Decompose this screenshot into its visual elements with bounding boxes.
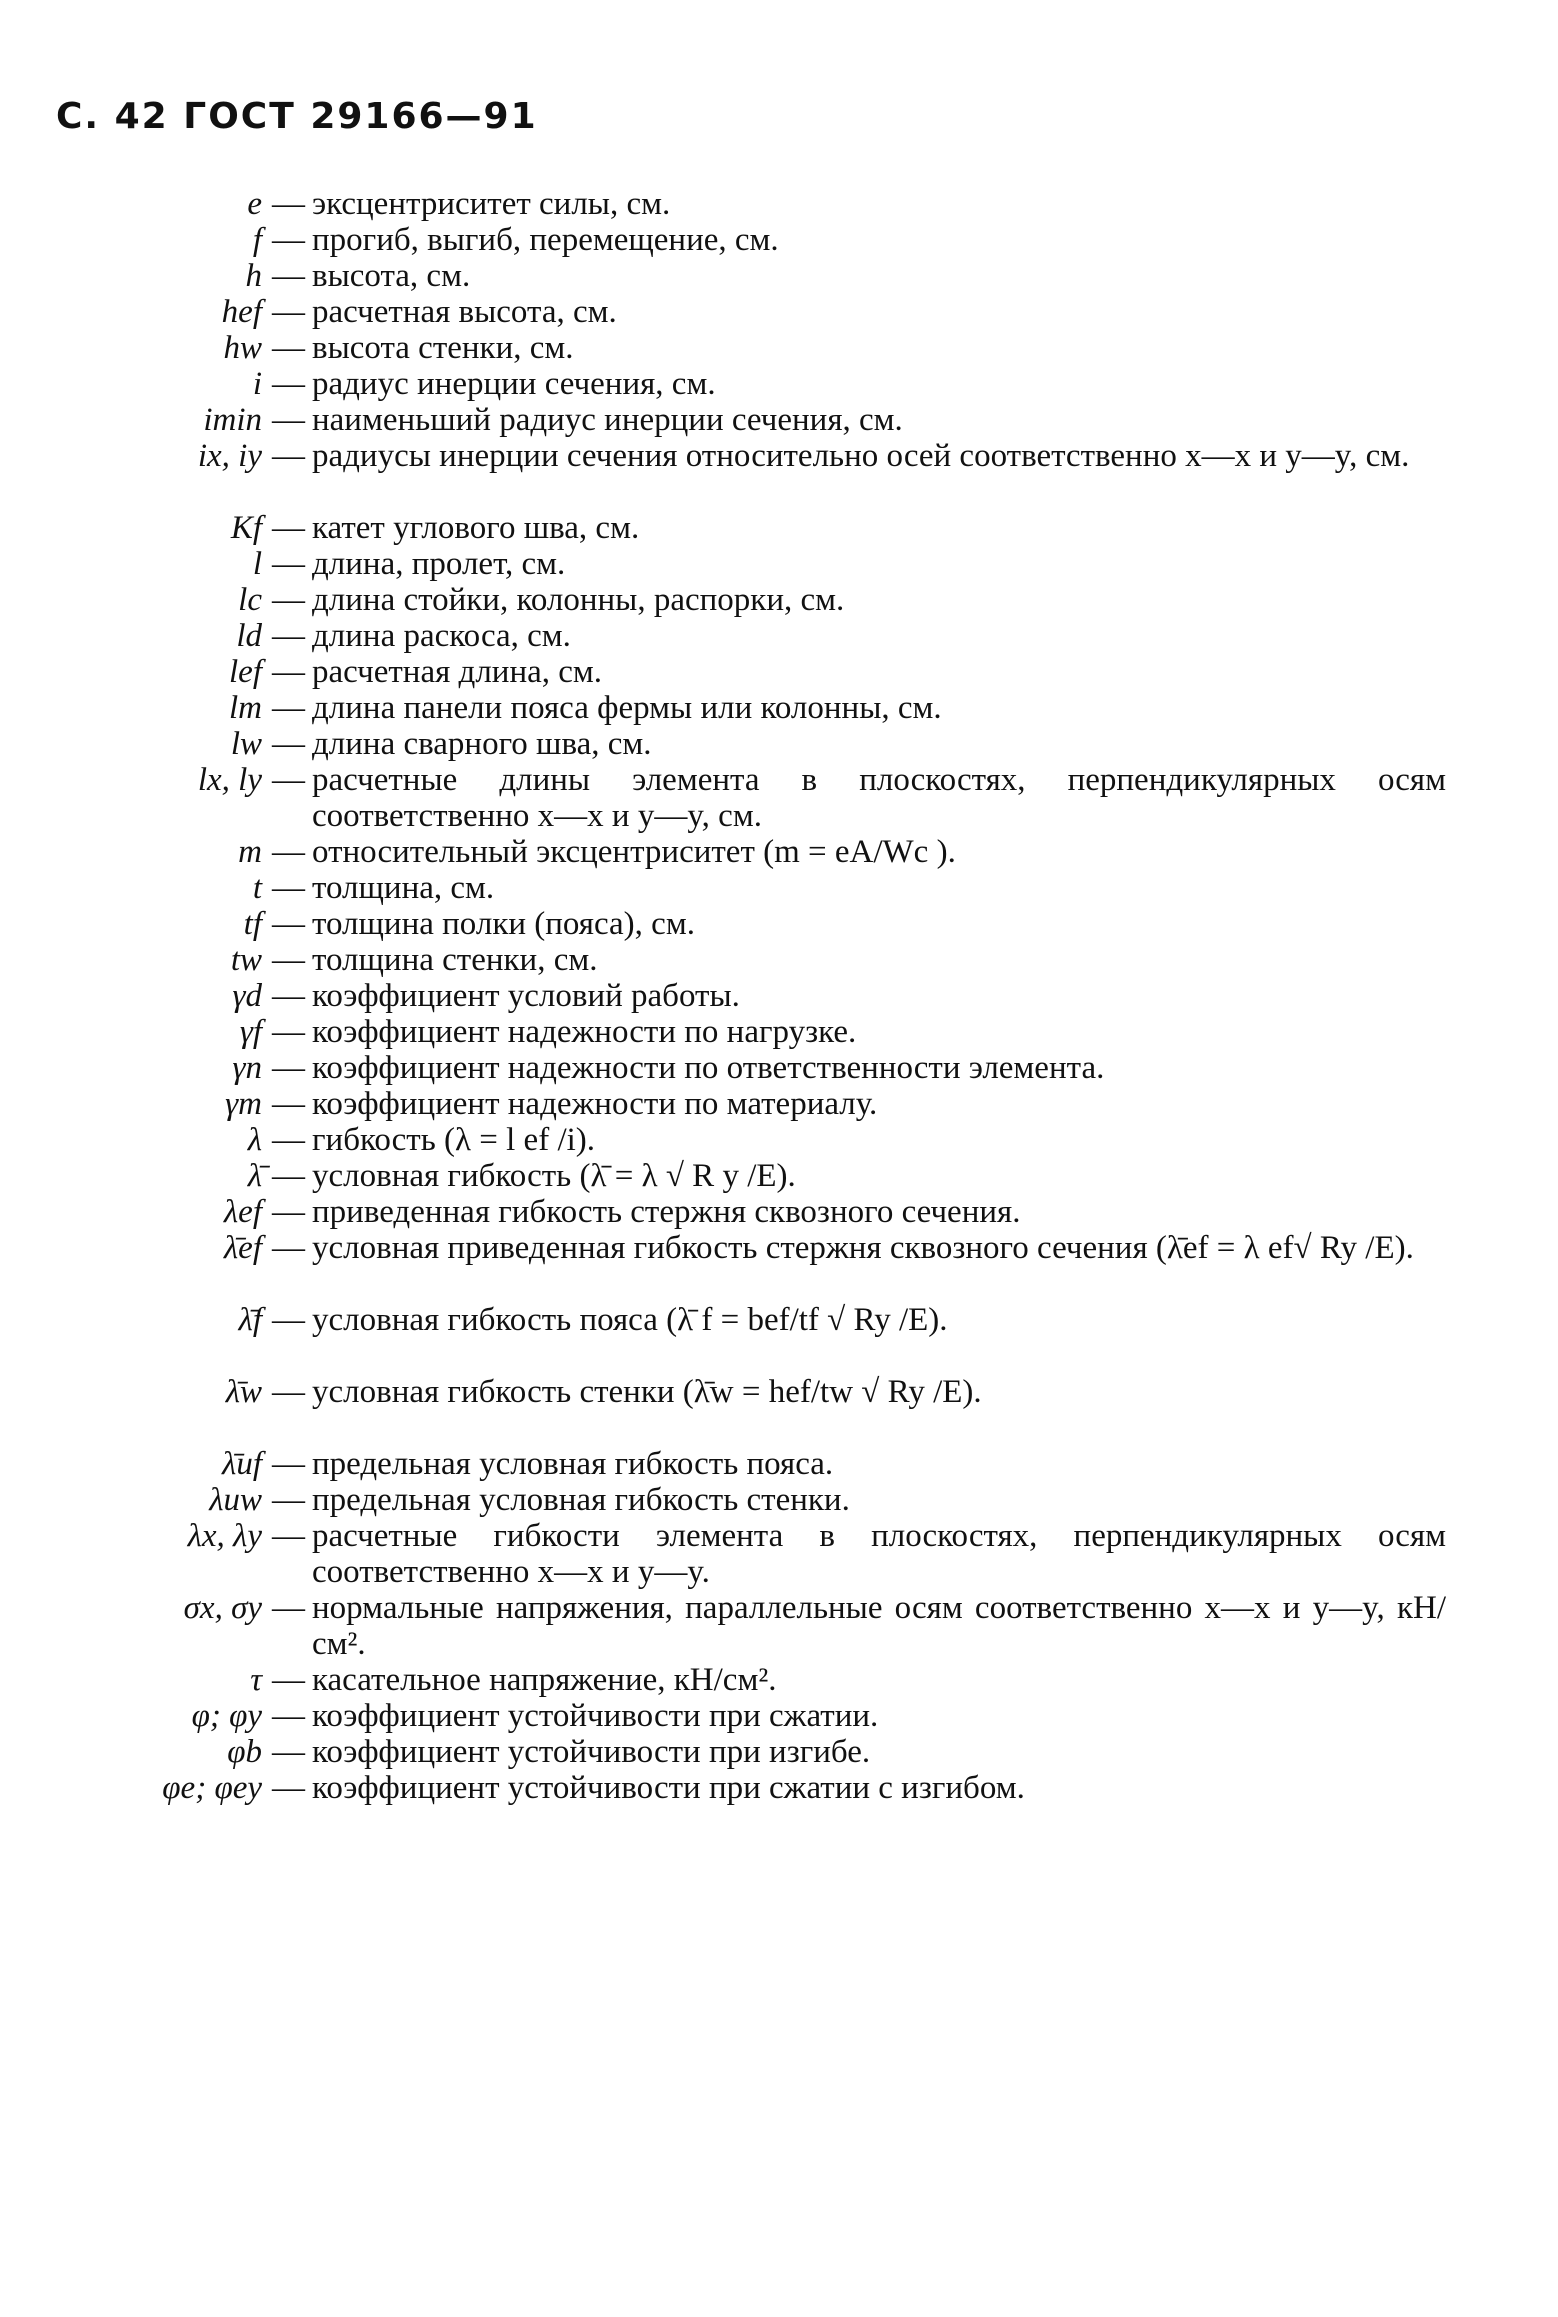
list-item: λ̄ — условная гибкость (λ̄ = λ √ R y /E). — [0, 1158, 1558, 1194]
list-item: i — радиус инерции сечения, см. — [0, 366, 1558, 402]
symbol: λ — [247, 1122, 262, 1158]
list-item: m — относительный эксцентриситет (m = eA/Wc ). — [0, 834, 1558, 870]
symbol: γm — [225, 1086, 262, 1122]
symbol: e — [247, 186, 262, 222]
list-item: hef — расчетная высота, см. — [0, 294, 1558, 330]
definition: расчетные длины элемента в плоскостях, перпендикулярных осям соответственно x—x и y—y, см. — [312, 762, 1446, 834]
symbol: Kf — [230, 510, 262, 546]
definition: расчетная высота, см. — [312, 294, 617, 330]
symbol: tw — [230, 942, 262, 978]
symbol: λ̄ef — [223, 1230, 262, 1266]
list-item: σx, σy — нормальные напряжения, параллельные осям соответственно x—x и y—y, кН/см². — [183, 1590, 1446, 1662]
list-item: γd — коэффициент условий работы. — [0, 978, 1558, 1014]
symbol: lw — [230, 726, 262, 762]
list-item: λuw — предельная условная гибкость стенки. — [0, 1482, 1558, 1518]
definition: толщина полки (пояса), см. — [312, 906, 695, 942]
list-item: f — прогиб, выгиб, перемещение, см. — [0, 222, 1558, 258]
definition: длина сварного шва, см. — [312, 726, 652, 762]
definition: гибкость (λ = l ef /i). — [312, 1122, 596, 1158]
page-header: С. 42 ГОСТ 29166—91 — [56, 96, 538, 137]
list-item: φ; φy — коэффициент устойчивости при сжатии. — [0, 1698, 1558, 1734]
list-item: imin — наименьший радиус инерции сечения, см. — [0, 402, 1558, 438]
definition: относительный эксцентриситет (m = eA/Wc ). — [312, 834, 956, 870]
symbol: t — [252, 870, 262, 906]
definition: коэффициент устойчивости при изгибе. — [312, 1734, 871, 1770]
definition: коэффициент надежности по материалу. — [312, 1086, 878, 1122]
list-item: lx, ly — расчетные длины элемента в плоскостях, перпендикулярных осям соответственно x—x и y—y, см. — [197, 762, 1446, 834]
list-item: ix, iy — радиусы инерции сечения относительно осей соответственно x—x и y—y, см. — [0, 438, 1558, 510]
list-item: lef — расчетная длина, см. — [0, 654, 1558, 690]
symbol: σx, σy — [183, 1590, 262, 1626]
list-item: λef — приведенная гибкость стержня сквозного сечения. — [0, 1194, 1558, 1230]
symbol: ld — [236, 618, 262, 654]
list-item: l — длина, пролет, см. — [0, 546, 1558, 582]
list-item: γf — коэффициент надежности по нагрузке. — [0, 1014, 1558, 1050]
symbol: ix, iy — [197, 438, 262, 474]
symbol: hef — [221, 294, 262, 330]
list-item: τ — касательное напряжение, кН/см². — [0, 1662, 1558, 1698]
list-item: λ̄ef — условная приведенная гибкость стержня сквозного сечения (λ̄ef = λ ef√ Ry /E). — [0, 1230, 1558, 1302]
symbol: λuw — [209, 1482, 262, 1518]
symbol: φ; φy — [191, 1698, 262, 1734]
list-item: lw — длина сварного шва, см. — [0, 726, 1558, 762]
symbol-list — [0, 186, 1558, 1806]
symbol: tf — [243, 906, 262, 942]
symbol: hw — [223, 330, 262, 366]
definition: толщина, см. — [312, 870, 495, 906]
list-item: ld — длина раскоса, см. — [0, 618, 1558, 654]
list-item: γn — коэффициент надежности по ответственности элемента. — [0, 1050, 1558, 1086]
list-item: hw — высота стенки, см. — [0, 330, 1558, 366]
symbol: i — [252, 366, 262, 402]
list-item: lm — длина панели пояса фермы или колонны, см. — [0, 690, 1558, 726]
definition: катет углового шва, см. — [312, 510, 640, 546]
list-item: Kf — катет углового шва, см. — [0, 510, 1558, 546]
symbol: γd — [232, 978, 262, 1014]
definition: наименьший радиус инерции сечения, см. — [312, 402, 903, 438]
symbol: f — [252, 222, 262, 258]
definition: коэффициент устойчивости при сжатии. — [312, 1698, 879, 1734]
definition: радиус инерции сечения, см. — [312, 366, 716, 402]
definition: длина, пролет, см. — [312, 546, 566, 582]
definition: коэффициент надежности по нагрузке. — [312, 1014, 857, 1050]
symbol: τ — [250, 1662, 262, 1698]
list-item: λx, λy — расчетные гибкости элемента в плоскостях, перпендикулярных осям соответственно x—x и y—y. — [187, 1518, 1446, 1590]
list-item: γm — коэффициент надежности по материалу. — [0, 1086, 1558, 1122]
list-item: λ̄f — условная гибкость пояса (λ̄ f = bef/tf √ Ry /E). — [0, 1302, 1558, 1374]
symbol: lef — [229, 654, 262, 690]
list-item: e — эксцентриситет силы, см. — [0, 186, 1558, 222]
symbol: φe; φey — [162, 1770, 262, 1806]
definition: толщина стенки, см. — [312, 942, 598, 978]
list-item: φb — коэффициент устойчивости при изгибе. — [0, 1734, 1558, 1770]
list-item: t — толщина, см. — [0, 870, 1558, 906]
list-item: tf — толщина полки (пояса), см. — [0, 906, 1558, 942]
definition: длина стойки, колонны, распорки, см. — [312, 582, 845, 618]
definition: расчетная длина, см. — [312, 654, 603, 690]
symbol: lm — [229, 690, 262, 726]
symbol: m — [238, 834, 262, 870]
symbol: γf — [239, 1014, 262, 1050]
definition: высота стенки, см. — [312, 330, 574, 366]
list-item: φe; φey — коэффициент устойчивости при сжатии с изгибом. — [0, 1770, 1558, 1806]
symbol: h — [245, 258, 262, 294]
symbol: λ̄f — [238, 1302, 262, 1338]
definition: коэффициент надежности по ответственности элемента. — [312, 1050, 1105, 1086]
definition: условная гибкость (λ̄ = λ √ R y /E). — [312, 1158, 796, 1194]
definition: прогиб, выгиб, перемещение, см. — [312, 222, 779, 258]
symbol: l — [252, 546, 262, 582]
definition: предельная условная гибкость пояса. — [312, 1446, 834, 1482]
definition: коэффициент устойчивости при сжатии с изгибом. — [312, 1770, 1025, 1806]
definition: условная гибкость стенки (λ̄w = hef/tw √ Ry /E). — [312, 1374, 982, 1410]
symbol: λ̄ — [247, 1158, 262, 1194]
definition: условная приведенная гибкость стержня сквозного сечения (λ̄ef = λ ef√ Ry /E). — [312, 1230, 1414, 1266]
symbol: γn — [232, 1050, 262, 1086]
symbol: λ̄uf — [222, 1446, 262, 1482]
definition: коэффициент условий работы. — [312, 978, 740, 1014]
symbol: λx, λy — [187, 1518, 262, 1554]
definition: эксцентриситет силы, см. — [312, 186, 671, 222]
symbol: φb — [227, 1734, 262, 1770]
definition: условная гибкость пояса (λ̄ f = bef/tf √ Ry /E). — [312, 1302, 948, 1338]
list-item: tw — толщина стенки, см. — [0, 942, 1558, 978]
list-item: lc — длина стойки, колонны, распорки, см. — [0, 582, 1558, 618]
definition: длина панели пояса фермы или колонны, см. — [312, 690, 942, 726]
list-item: λ̄uf — предельная условная гибкость пояса. — [0, 1446, 1558, 1482]
definition: нормальные напряжения, параллельные осям соответственно x—x и y—y, кН/см². — [312, 1590, 1446, 1662]
definition: радиусы инерции сечения относительно осей соответственно x—x и y—y, см. — [312, 438, 1410, 474]
symbol: imin — [203, 402, 262, 438]
symbol: lc — [238, 582, 262, 618]
definition: высота, см. — [312, 258, 471, 294]
list-item: λ — гибкость (λ = l ef /i). — [0, 1122, 1558, 1158]
symbol: λef — [223, 1194, 262, 1230]
list-item: h — высота, см. — [0, 258, 1558, 294]
symbol: λ̄w — [225, 1374, 262, 1410]
definition: предельная условная гибкость стенки. — [312, 1482, 850, 1518]
definition: длина раскоса, см. — [312, 618, 571, 654]
list-item: λ̄w — условная гибкость стенки (λ̄w = hef/tw √ Ry /E). — [0, 1374, 1558, 1446]
definition: приведенная гибкость стержня сквозного сечения. — [312, 1194, 1021, 1230]
definition: касательное напряжение, кН/см². — [312, 1662, 777, 1698]
definition: расчетные гибкости элемента в плоскостях, перпендикулярных осям соответственно x—x и y—y. — [312, 1518, 1446, 1590]
symbol: lx, ly — [197, 762, 262, 798]
